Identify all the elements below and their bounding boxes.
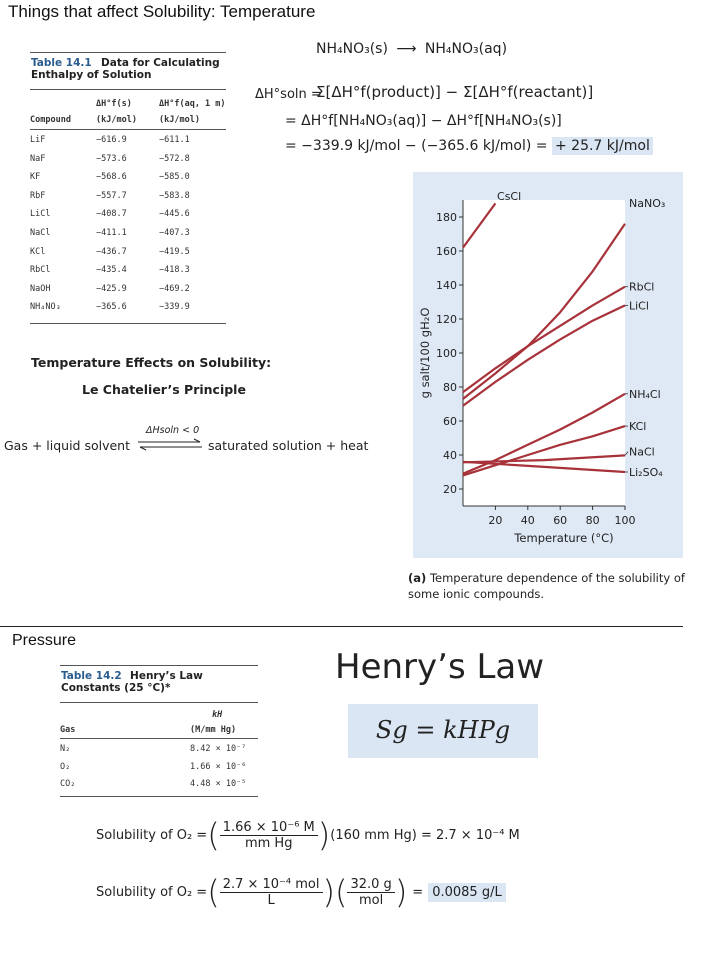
table1-cell-compound: RbCl [30,265,51,276]
calc1-open-paren: ( [207,816,220,854]
chart-x-tick-label: 100 [614,514,636,527]
calc2-denominator-1: L [267,892,275,908]
table1-title [31,57,220,81]
reaction-equation [316,41,507,57]
table1-cell-aq: −583.8 [159,190,190,201]
table1-cell-compound: LiCl [30,209,51,220]
table2-title-num: Table 14.2 [61,670,122,682]
pressure-heading: Pressure [12,632,77,649]
table1-body-rule [30,129,226,130]
table2-cell-kh: 8.42 × 10⁻⁷ [190,744,247,754]
table1-bottom-rule [30,323,226,324]
table1-cell-aq: −407.3 [159,228,190,238]
table1-col-s-unit: (kJ/mol) [96,115,137,125]
equilibrium-arrow-label: ΔHsoln < 0 [146,425,200,436]
solubility-chart [413,172,683,558]
table1-cell-compound: KCl [30,246,46,257]
calc2-close-paren-1: ) [322,873,335,911]
henry-law-formula-box [348,704,538,758]
table1-cell-compound: NaF [30,153,46,164]
calc1-rest: (160 mm Hg) = 2.7 × 10⁻⁴ M [330,827,520,843]
table2-cell-kh: 4.48 × 10⁻⁵ [190,779,247,789]
chart-y-tick-label: 40 [443,449,457,462]
equilibrium-arrows-icon [136,438,204,452]
chart-x-tick-label: 80 [585,514,600,527]
chart-y-tick-label: 80 [443,381,457,394]
calc2-equation [96,872,506,912]
chart-x-axis-label: Temperature (°C) [514,531,614,545]
table1-col-aq-unit: (kJ/mol) [159,115,200,125]
chart-series-label: KCl [629,420,647,434]
table1-cell-s: −436.7 [96,246,127,257]
chart-caption-label: (a) [408,571,427,585]
table1-cell-aq: −585.0 [159,172,190,183]
enthalpy-result: + 25.7 kJ/mol [552,137,653,155]
calc2-fraction-1 [220,877,323,908]
enthalpy-line1: Σ[ΔH°f(product)] − Σ[ΔH°f(reactant)] [316,83,594,101]
table1-cell-aq: −418.3 [159,265,190,276]
table2-bottom-rule [60,796,258,797]
table1-col-compound: Compound [30,115,71,125]
reaction-arrow: ⟶ [396,41,417,57]
equilibrium-left: Gas + liquid solvent [4,438,131,453]
table2-cell-gas: CO₂ [60,779,76,789]
calc1-denominator: mm Hg [244,835,293,851]
table1-cell-aq: −572.8 [159,153,190,164]
table1-cell-s: −408.7 [96,209,127,220]
calc2-close-paren-2: ) [394,873,408,911]
table1-cell-aq: −469.2 [159,283,190,294]
chart-y-tick-label: 120 [436,313,457,326]
calc1-close-paren: ) [317,816,331,854]
table1-cell-aq: −419.5 [159,246,190,257]
calc2-label: Solubility of O₂ = [96,884,208,900]
page-title: Things that affect Solubility: Temperature [8,2,316,21]
chart-series-leader [625,452,628,456]
chart-y-tick-label: 140 [436,279,457,292]
calc1-numerator: 1.66 × 10⁻⁶ M [220,820,318,836]
chart-series-label: CsCl [497,190,522,203]
table1-cell-compound: RbF [30,190,46,201]
table1-cell-compound: NH₄NO₃ [30,302,61,313]
table1-header-rule [30,89,226,90]
table2-col-gas: Gas [60,725,76,735]
chart-x-tick-label: 40 [520,514,535,527]
table2-col-kh-unit: (M/mm Hg) [190,725,237,735]
calc2-numerator-1: 2.7 × 10⁻⁴ mol [220,877,323,893]
table2-body-rule [60,738,258,739]
table1-cell-compound: LiF [30,135,46,145]
chart-caption-text: Temperature dependence of the solubility of some ionic compounds. [408,571,685,601]
table1-cell-s: −435.4 [96,265,127,276]
table2-title-rest: Henry’s Law [130,670,203,682]
table1-title-num: Table 14.1 [31,57,92,69]
table2-title-line2: Constants (25 °C)* [61,682,171,694]
table1-cell-compound: NaOH [30,283,51,294]
calc2-fraction-2 [347,877,394,908]
table2-cell-kh: 1.66 × 10⁻⁶ [190,761,247,772]
table1-col-aq-top: ΔH°f(aq, 1 m) [159,99,226,109]
table2-title [61,670,203,694]
chart-series-label: LiCl [629,299,649,313]
chart-x-tick-label: 60 [553,514,568,527]
table1-col-s-top: ΔH°f(s) [96,99,132,109]
table2-top-rule [60,665,258,666]
calc2-numerator-2: 32.0 g [347,877,394,893]
enthalpy-line3 [285,138,653,154]
henry-law-title: Henry’s Law [335,647,545,687]
table1-cell-aq: −445.6 [159,209,190,220]
temp-effects-heading: Temperature Effects on Solubility: [31,355,272,370]
table1-top-rule [30,52,226,53]
calc2-open-paren-2: ( [334,873,348,911]
chart-y-tick-label: 20 [443,483,457,496]
reaction-right: NH₄NO₃(aq) [424,41,508,57]
table1-cell-s: −616.9 [96,135,127,145]
table1-title-line2: Enthalpy of Solution [31,69,152,81]
chart-series-label: RbCl [629,280,655,294]
temp-effects-subheading: Le Chatelier’s Principle [82,382,246,397]
table1-cell-s: −573.6 [96,153,127,164]
table2-col-kh-top: kH [212,710,223,720]
chart-y-tick-label: 180 [436,211,457,224]
calc2-denominator-2: mol [359,892,384,908]
table1-cell-compound: KF [30,172,41,183]
table1-cell-s: −568.6 [96,172,127,183]
section-divider [0,626,683,627]
table1-cell-s: −365.6 [96,302,127,313]
calc1-label: Solubility of O₂ = [96,827,208,843]
enthalpy-lhs: ΔH°soln = [255,87,322,102]
enthalpy-line2: = ΔH°f[NH₄NO₃(aq)] − ΔH°f[NH₄NO₃(s)] [285,113,562,129]
chart-series-label: NH₄Cl [629,387,661,401]
chart-y-tick-label: 100 [436,347,457,360]
table2-cell-gas: O₂ [60,761,71,772]
table1-cell-aq: −339.9 [159,302,190,313]
chart-y-tick-label: 60 [443,415,457,428]
table1-cell-compound: NaCl [30,228,51,238]
calc1-equation [96,815,520,855]
table1-cell-s: −411.1 [96,228,127,238]
table1-cell-s: −425.9 [96,283,127,294]
henry-law-formula: Sg = kHPg [375,716,511,744]
chart-series-label: NaCl [629,445,655,459]
chart-y-tick-label: 160 [436,245,457,258]
table1-cell-s: −557.7 [96,190,127,201]
chart-series-label: NaNO₃ [629,196,666,210]
calc2-open-paren-1: ( [207,873,220,911]
table2-cell-gas: N₂ [60,744,71,754]
calc2-result: 0.0085 g/L [428,883,506,902]
chart-x-tick-label: 20 [488,514,503,527]
table2-header-rule [60,702,258,703]
table1-cell-aq: −611.1 [159,135,190,145]
chart-caption [408,570,688,602]
enthalpy-line3-main: = −339.9 kJ/mol − (−365.6 kJ/mol) = [285,138,548,154]
chart-y-axis-label: g salt/100 gH₂O [418,307,432,399]
chart-series-label: Li₂SO₄ [629,466,663,479]
calc1-fraction [220,820,318,851]
table1-title-rest: Data for Calculating [101,57,220,69]
equilibrium-right: saturated solution + heat [208,438,369,453]
calc2-equals: = [412,884,424,900]
reaction-left: NH₄NO₃(s) [316,41,388,57]
